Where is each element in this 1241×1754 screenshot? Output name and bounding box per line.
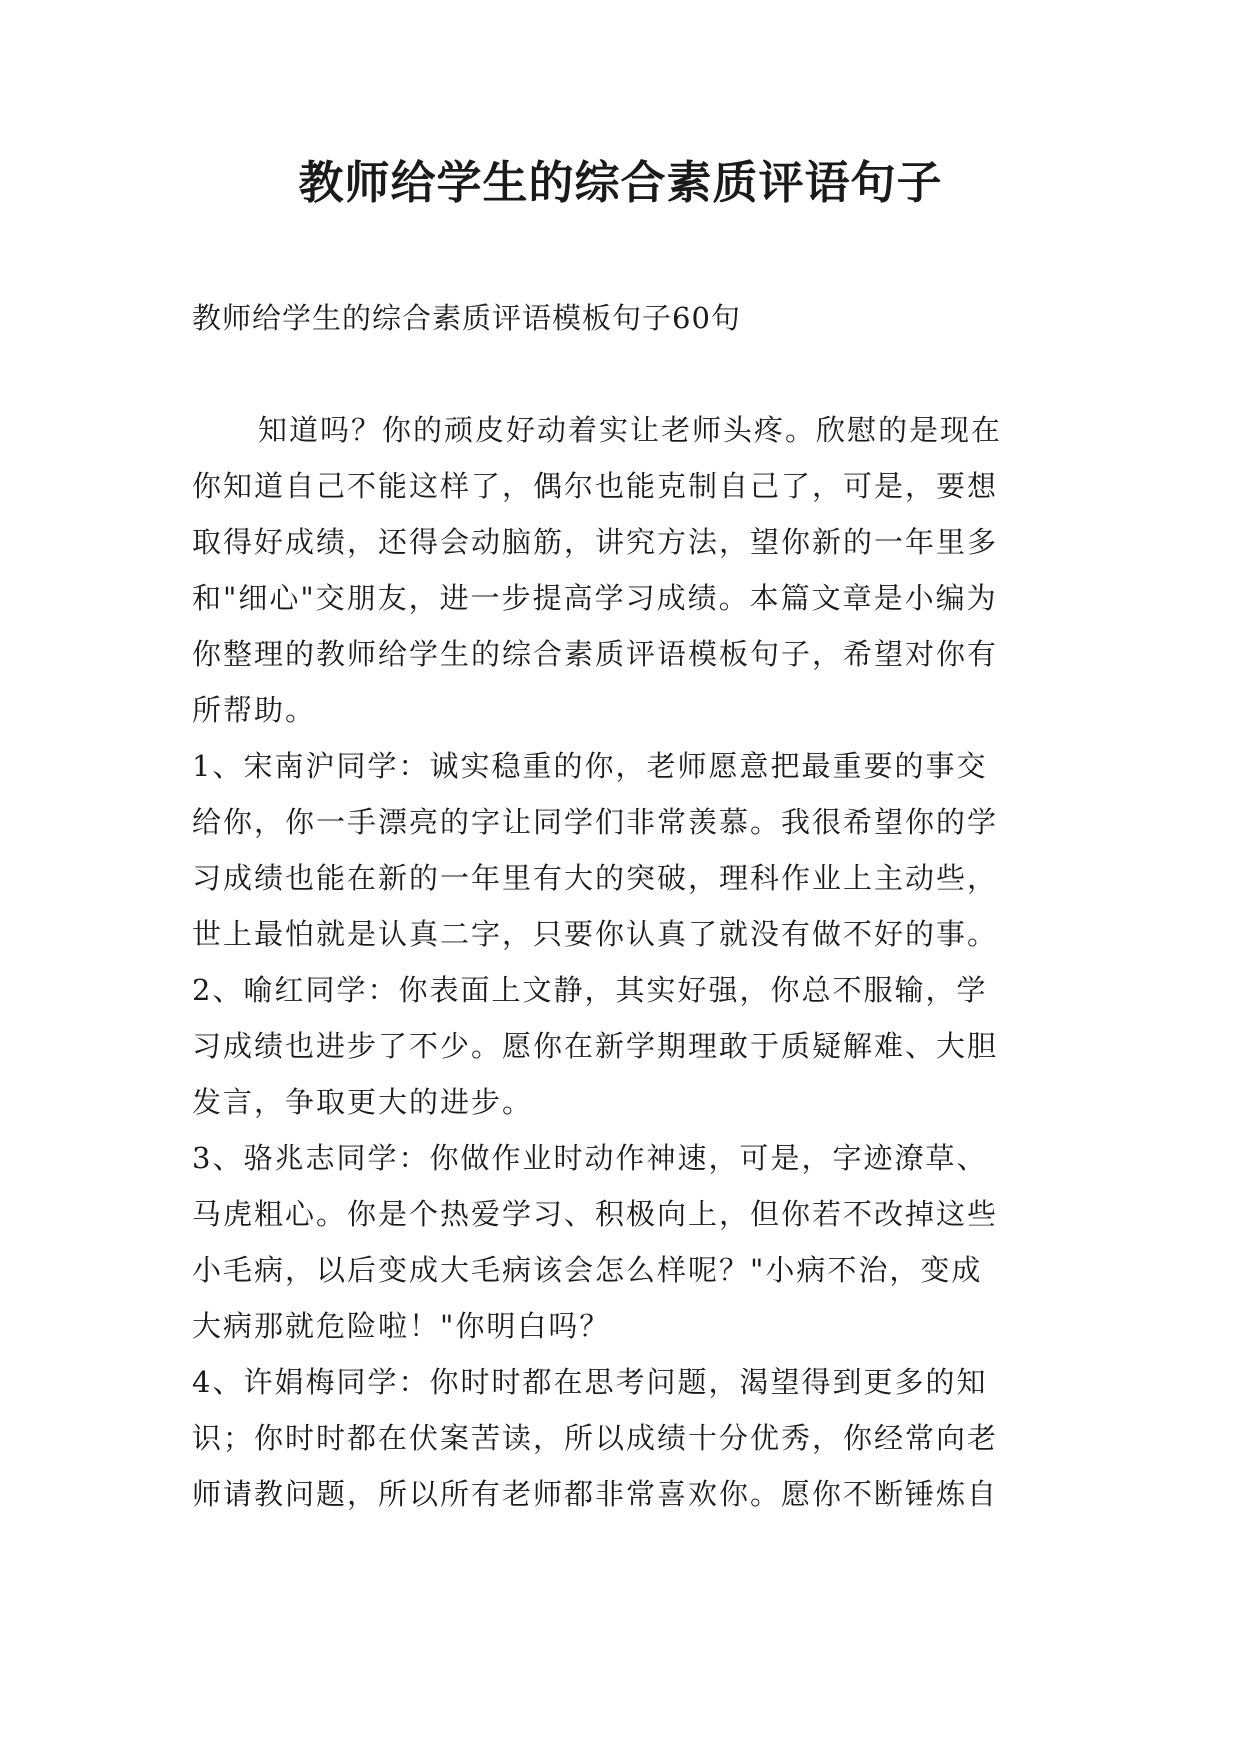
- body-line: 2、喻红同学：你表面上文静，其实好强，你总不服输，学: [192, 973, 988, 1007]
- body-line: 3、骆兆志同学：你做作业时动作神速，可是，字迹潦草、: [192, 1141, 988, 1175]
- body-line: 大病那就危险啦！"你明白吗？: [192, 1309, 611, 1343]
- body-line: 世上最怕就是认真二字，只要你认真了就没有做不好的事。: [192, 917, 999, 951]
- body-line: 习成绩也进步了不少。愿你在新学期理敢于质疑解难、大胆: [192, 1029, 999, 1063]
- body-line: 给你，你一手漂亮的字让同学们非常羡慕。我很希望你的学: [192, 805, 999, 839]
- body-line: 识；你时时都在伏案苦读，所以成绩十分优秀，你经常向老: [192, 1421, 999, 1455]
- body-line: 1、宋南沪同学：诚实稳重的你，老师愿意把最重要的事交: [192, 749, 988, 783]
- body-line: 你知道自己不能这样了，偶尔也能克制自己了，可是，要想: [192, 469, 999, 503]
- body-line: 你整理的教师给学生的综合素质评语模板句子，希望对你有: [192, 637, 999, 671]
- body-line: 取得好成绩，还得会动脑筋，讲究方法，望你新的一年里多: [192, 525, 999, 559]
- body-line: 发言，争取更大的进步。: [192, 1085, 534, 1119]
- document-subtitle: 教师给学生的综合素质评语模板句子60句: [192, 301, 741, 335]
- body-line: 和"细心"交朋友，进一步提高学习成绩。本篇文章是小编为: [192, 581, 998, 615]
- document-body: [192, 402, 1072, 1522]
- body-line: 4、许娟梅同学：你时时都在思考问题，渴望得到更多的知: [192, 1365, 988, 1399]
- body-line: 习成绩也能在新的一年里有大的突破，理科作业上主动些，: [192, 861, 999, 895]
- body-line: 小毛病，以后变成大毛病该会怎么样呢？"小病不治，变成: [192, 1253, 983, 1287]
- body-line: 知道吗？你的顽皮好动着实让老师头疼。欣慰的是现在: [258, 413, 1003, 447]
- body-line: 所帮助。: [192, 693, 317, 727]
- body-line: 马虎粗心。你是个热爱学习、积极向上，但你若不改掉这些: [192, 1197, 999, 1231]
- document-title: 教师给学生的综合素质评语句子: [298, 156, 943, 209]
- body-line: 师请教问题，所以所有老师都非常喜欢你。愿你不断锤炼自: [192, 1477, 999, 1511]
